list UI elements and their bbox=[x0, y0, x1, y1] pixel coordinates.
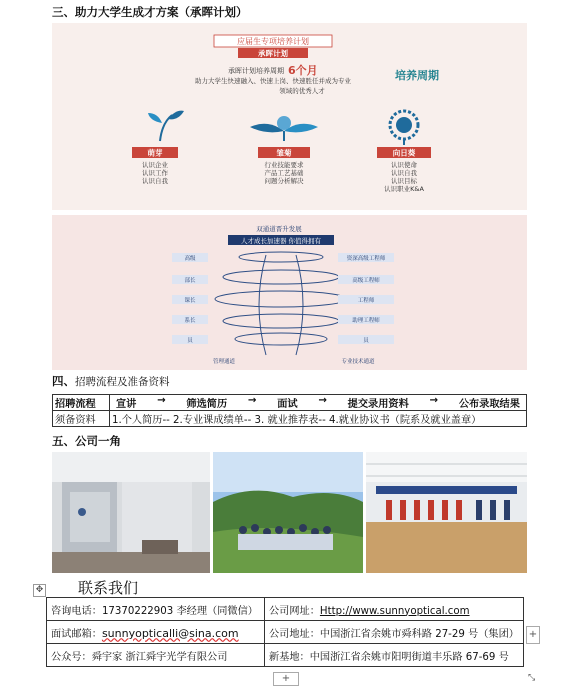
stage-3-item-4: 认识职业K&A bbox=[384, 185, 424, 193]
address-value: 中国浙江省余姚市舜科路 27-29 号（集团） bbox=[319, 628, 519, 640]
contact-table bbox=[46, 597, 524, 667]
phone-value: 17370222903 李经理（同微信） bbox=[101, 605, 258, 617]
website-cell bbox=[264, 598, 523, 621]
process-label: 招聘流程 bbox=[53, 395, 110, 411]
step-1: 宣讲 bbox=[116, 399, 137, 410]
website-label: 公司网址： bbox=[268, 605, 320, 617]
stage-2-name: 雏菊 bbox=[276, 148, 292, 158]
gym-event-photo bbox=[366, 452, 527, 573]
stage-3-item-2: 认识自我 bbox=[391, 169, 417, 177]
section4-heading-text: 招聘流程及准备资料 bbox=[75, 376, 170, 388]
new-base-cell bbox=[264, 644, 523, 667]
panel2-subtitle: 人才成长加速器 你值得拥有 bbox=[240, 237, 322, 245]
section5-heading: 五、公司一角 bbox=[52, 434, 121, 448]
training-plan-infographic bbox=[52, 23, 527, 210]
email-link[interactable]: sunnyopticalli@sina.com bbox=[101, 626, 239, 640]
left-level-4: 系长 bbox=[184, 318, 196, 324]
step-arrow: → bbox=[247, 395, 257, 406]
left-level-3: 课长 bbox=[184, 298, 196, 304]
right-level-2: 高级工程师 bbox=[352, 278, 380, 284]
stage-2 bbox=[258, 147, 310, 185]
step-3: 面试 bbox=[277, 399, 298, 410]
career-channel-infographic bbox=[52, 215, 527, 370]
wechat-cell bbox=[47, 644, 265, 667]
table-row bbox=[47, 644, 524, 667]
left-level-1: 高级 bbox=[184, 256, 196, 262]
table-row bbox=[53, 395, 527, 411]
sunflower-icon bbox=[390, 111, 418, 145]
email-cell bbox=[47, 621, 265, 644]
section4-heading-number: 四、 bbox=[52, 374, 75, 388]
stage-3 bbox=[377, 147, 431, 193]
right-level-3: 工程师 bbox=[357, 298, 375, 304]
step-arrow: → bbox=[157, 395, 166, 406]
stage-1-name: 萌芽 bbox=[147, 148, 163, 158]
step-5: 公布录取结果 bbox=[458, 399, 520, 410]
step-arrow: → bbox=[429, 395, 439, 406]
website-link[interactable]: Http://www.sunnyoptical.com bbox=[319, 605, 470, 617]
step-arrow: → bbox=[318, 395, 327, 406]
add-row-button[interactable]: + bbox=[273, 672, 299, 686]
management-levels bbox=[172, 253, 208, 344]
technical-levels bbox=[338, 253, 394, 344]
sprout-icon bbox=[148, 111, 184, 141]
stage-2-item-1: 行业技能要求 bbox=[264, 161, 304, 169]
new-base-value: 中国浙江省余姚市阳明街道丰乐路 67-69 号 bbox=[309, 651, 509, 663]
table-move-handle-icon[interactable]: ✥ bbox=[33, 584, 46, 597]
email-label: 面试邮箱： bbox=[51, 628, 102, 640]
process-steps bbox=[110, 395, 527, 411]
left-level-5: 员 bbox=[187, 338, 193, 344]
materials-label: 须备资料 bbox=[53, 411, 110, 427]
slogan-line-2: 领域的优秀人才 bbox=[279, 87, 325, 95]
panel1-subtitle: 承晖计划 bbox=[258, 49, 288, 58]
stage-3-item-3: 认识目标 bbox=[391, 177, 417, 185]
add-column-button[interactable]: + bbox=[526, 626, 540, 644]
right-level-4: 助理工程师 bbox=[352, 318, 380, 324]
address-cell bbox=[264, 621, 523, 644]
left-level-2: 部长 bbox=[184, 278, 196, 284]
left-channel-label: 管理通道 bbox=[212, 359, 236, 365]
new-base-label: 新基地： bbox=[268, 651, 310, 663]
spiral-graphic bbox=[215, 252, 347, 355]
wechat-value: 舜宇家 浙江舜宇光学有限公司 bbox=[91, 651, 228, 663]
stage-3-name: 向日葵 bbox=[392, 148, 416, 158]
phone-label: 咨询电话： bbox=[51, 605, 102, 617]
contact-phone-cell bbox=[47, 598, 265, 621]
section3-heading: 三、助力大学生成才方案（承晖计划） bbox=[52, 5, 248, 19]
stage-3-item-1: 认识使命 bbox=[391, 161, 417, 169]
step-4: 提交录用资料 bbox=[347, 399, 409, 410]
stage-1-item-2: 认识工作 bbox=[142, 169, 168, 177]
right-level-5: 员 bbox=[363, 338, 369, 344]
right-channel-label: 专业技术通道 bbox=[341, 359, 375, 365]
wechat-label: 公众号： bbox=[51, 651, 92, 663]
stage-2-item-2: 产品工艺基础 bbox=[264, 169, 304, 177]
section4-heading bbox=[52, 373, 170, 389]
stage-1 bbox=[132, 147, 178, 185]
right-level-1: 资深高级工程师 bbox=[346, 256, 386, 262]
daisy-icon bbox=[250, 116, 318, 141]
contact-title: 联系我们 bbox=[78, 579, 139, 597]
table-row bbox=[47, 621, 524, 644]
stage-1-item-3: 认识自我 bbox=[142, 177, 168, 185]
slogan-line-1: 助力大学生快速融入、快速上岗、快速胜任并成为专业 bbox=[195, 77, 351, 85]
lobby-photo bbox=[52, 452, 210, 573]
recruitment-table bbox=[52, 394, 527, 427]
career-channel-graphic bbox=[52, 215, 527, 370]
team-outdoor-photo bbox=[213, 452, 363, 573]
panel1-title: 应届生专项培养计划 bbox=[237, 37, 309, 46]
table-row bbox=[53, 411, 527, 427]
table-row bbox=[47, 598, 524, 621]
period-value: 6个月 bbox=[288, 64, 318, 77]
training-plan-graphic bbox=[52, 23, 527, 210]
stage-2-item-3: 问题分析解决 bbox=[264, 177, 304, 185]
panel2-title: 双通道晋升发展 bbox=[256, 225, 302, 233]
materials-content: 1.个人简历-- 2.专业课成绩单-- 3. 就业推荐表-- 4.就业协议书（院系及就业盖章） bbox=[110, 411, 527, 427]
address-label: 公司地址： bbox=[268, 628, 320, 640]
period-prefix: 承晖计划培养周期 bbox=[228, 67, 284, 75]
stage-1-item-1: 认识企业 bbox=[142, 161, 168, 169]
badge-text: 培养周期 bbox=[395, 69, 439, 82]
table-resize-handle-icon[interactable]: ⤡ bbox=[528, 673, 536, 683]
step-2: 筛选简历 bbox=[186, 399, 228, 410]
